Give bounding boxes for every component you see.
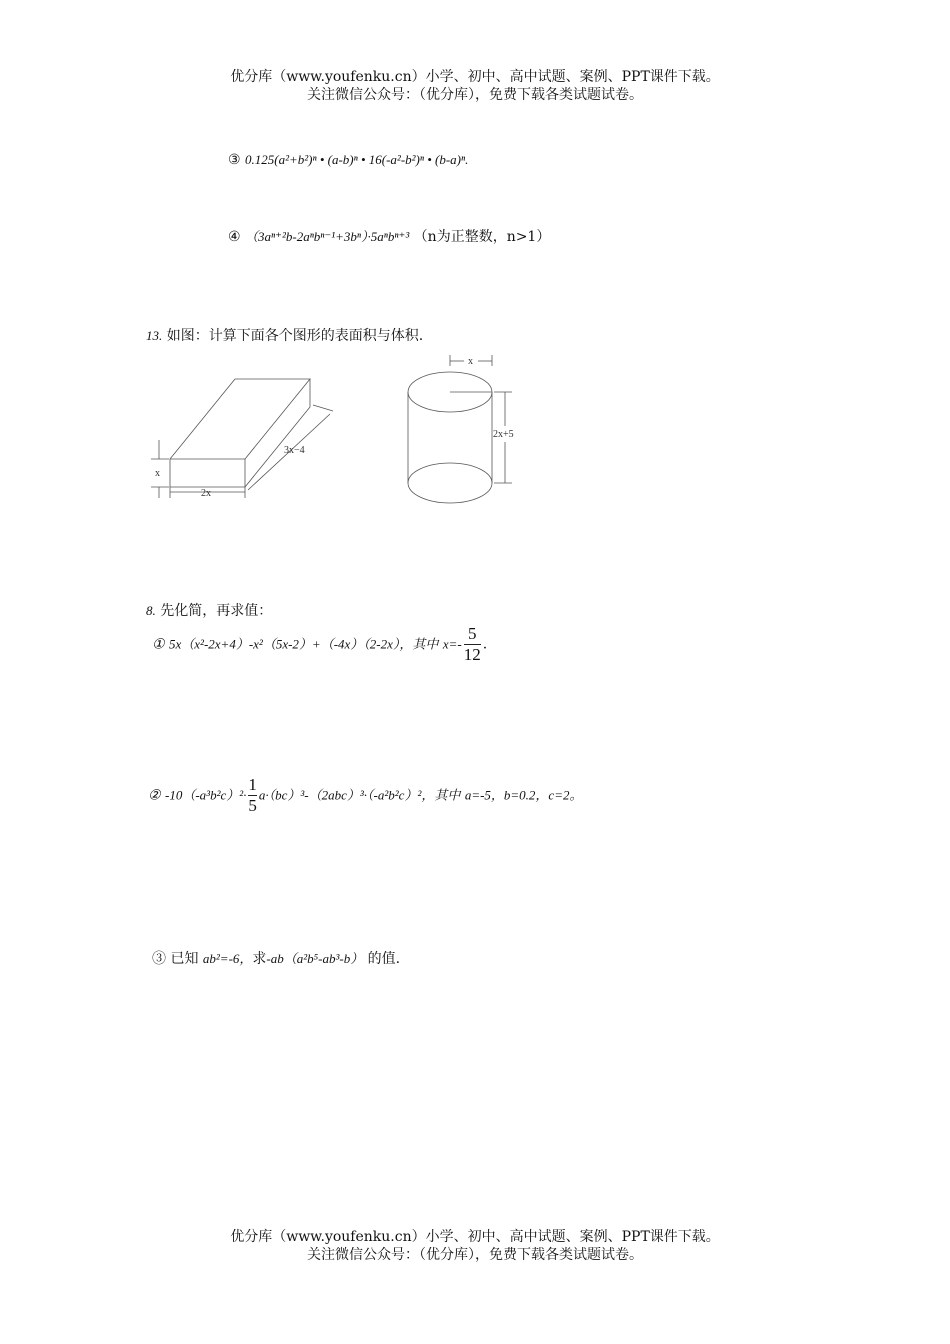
q12-item-4-number: ④: [228, 229, 241, 245]
q12-item-4: [228, 226, 550, 246]
q8-number: 8.: [146, 603, 156, 618]
prism-height-label: x: [155, 468, 160, 479]
header-line-2: 关注微信公众号：（优分库），免费下载各类试题试卷。: [307, 87, 643, 103]
q8-item-2-expression-b: a·（bc）³-（2abc）³·（-a²b²c）²，其中: [258, 787, 461, 803]
q8-item-1-fraction: [464, 624, 481, 665]
cylinder-height-label: 2x+5: [493, 429, 514, 440]
q8-item-2-numerator: 1: [248, 775, 257, 794]
q8-item-2-number: ②: [148, 787, 161, 804]
prism-front-face: [170, 459, 245, 487]
q8-item-2: [148, 775, 582, 816]
q8-item-3-end: 的值.: [367, 951, 401, 967]
q8-item-1-end: .: [482, 636, 488, 653]
header-line-1: 优分库（www.youfenku.cn）小学、初中、高中试题、案例、PPT课件下载。: [230, 69, 720, 85]
page-footer: [0, 1228, 950, 1264]
q8-item-3-expression: -ab（a²b⁵-ab³-b）: [266, 951, 364, 966]
prism-side-edges: [245, 379, 310, 487]
cylinder-radius-label: x: [468, 356, 473, 367]
cylinder-bottom-back-arc: [408, 463, 492, 483]
q12-item-4-condition: （n为正整数，n>1）: [413, 229, 551, 245]
page-header: [0, 68, 950, 104]
q8-text: 先化简，再求值：: [160, 603, 273, 619]
q13-text: 如图：计算下面各个图形的表面积与体积.: [166, 328, 424, 344]
q8-item-3-ask: 求: [252, 951, 267, 967]
footer-line-1: 优分库（www.youfenku.cn）小学、初中、高中试题、案例、PPT课件下载。: [230, 1229, 720, 1245]
q8-prompt: [146, 600, 272, 620]
q8-item-1-variable: x=-: [442, 636, 462, 652]
q12-item-3: [228, 152, 468, 168]
q8-item-1-number: ①: [152, 636, 165, 653]
q8-item-3: [152, 948, 400, 968]
q8-item-3-text: 已知: [170, 951, 199, 967]
q8-item-2-expression-a: -10（-a³b²c）²·: [165, 787, 247, 803]
q8-item-2-denominator: 5: [248, 796, 257, 815]
q8-item-3-number: ③: [152, 951, 166, 967]
q13-prompt: [146, 325, 423, 345]
cylinder-figure: [398, 350, 528, 510]
q8-item-2-fraction: [248, 775, 257, 816]
prism-width-label: 2x: [201, 488, 211, 499]
q8-item-1-expression: 5x（x²-2x+4）-x²（5x-2）+（-4x）（2-2x），其中: [169, 636, 439, 652]
q12-item-3-number: ③: [228, 152, 241, 168]
cylinder-bottom-front-arc: [408, 483, 492, 503]
q8-item-1-numerator: 5: [467, 624, 477, 643]
q8-item-1: [152, 624, 487, 665]
q8-item-2-values: a=-5，b=0.2，c=2。: [464, 787, 583, 803]
q8-item-1-denominator: 12: [463, 645, 481, 664]
q13-number: 13.: [146, 328, 163, 343]
footer-line-2: 关注微信公众号：（优分库），免费下载各类试题试卷。: [307, 1247, 643, 1263]
q8-item-3-given: ab²=-6，: [202, 951, 253, 966]
q12-item-3-expression: 0.125(a²+b²)ⁿ • (a-b)ⁿ • 16(-a²-b²)ⁿ • (b-a)ⁿ.: [245, 152, 469, 167]
rectangular-prism-figure: [145, 370, 345, 505]
q12-item-4-expression: （3aⁿ⁺²b-2aⁿbⁿ⁻¹+3bⁿ）·5aⁿbⁿ⁺³: [245, 229, 410, 244]
prism-depth-label: 3x−4: [284, 445, 305, 456]
